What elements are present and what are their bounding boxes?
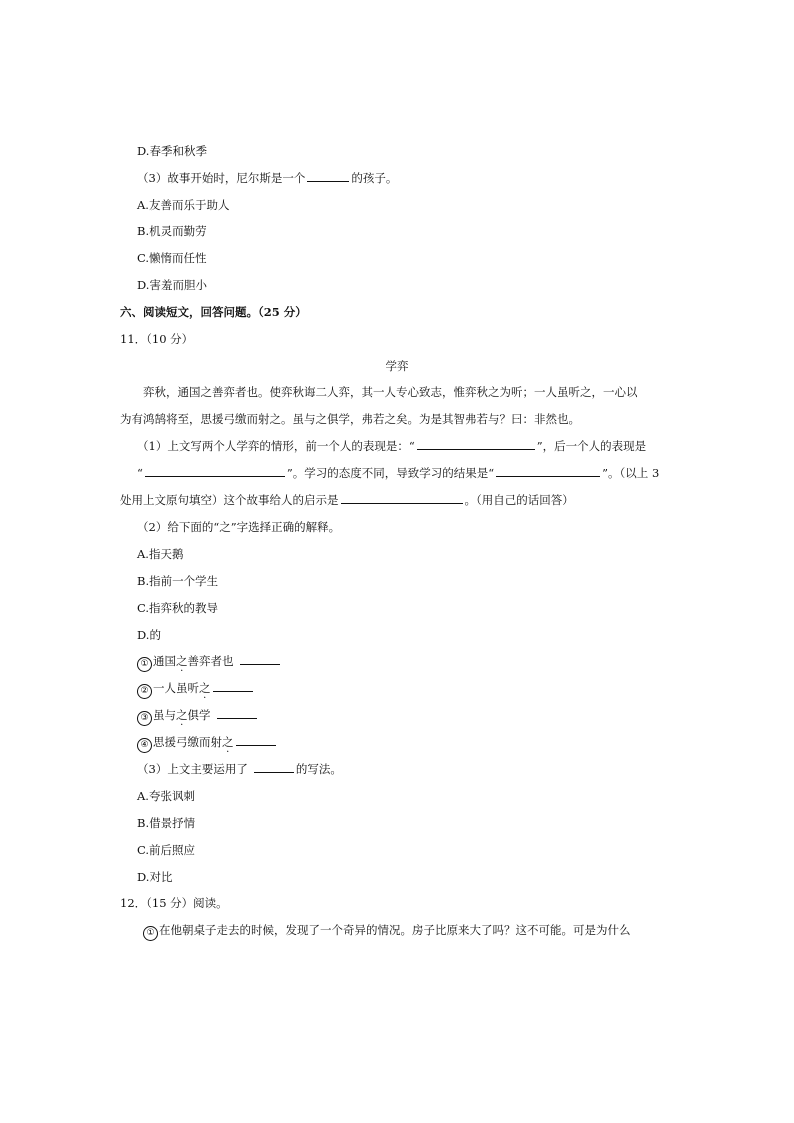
q10-option-d2: D.害羞而胆小 [137, 278, 207, 292]
q11-sub2-blank3[interactable] [217, 707, 257, 719]
q11-sub1-text-e: ”。（以上 3 [602, 466, 660, 480]
q12-paragraph-1 [143, 922, 631, 941]
q11-sub2-option-b: B.指前一个学生 [137, 574, 219, 588]
q10-sub3-num: （3） [137, 171, 168, 185]
q11-sub3-option-c: C.前后照应 [137, 843, 196, 857]
q11-header: 11．（10 分） [120, 332, 194, 346]
q11-passage-line1: 弈秋，通国之善弈者也。使弈秋诲二人弈，其一人专心致志，惟弈秋之为听；一人虽听之，一心以 [143, 385, 638, 399]
q11-sub1-blank2[interactable] [145, 465, 285, 477]
q11-sub2-blank2[interactable] [213, 680, 253, 692]
item-text-post: 善弈者也 [187, 654, 234, 668]
item-text-pre: 通国 [153, 654, 176, 668]
q11-sub3-after: 的写法。 [295, 762, 342, 776]
emphasized-char: 之 [222, 735, 234, 749]
circled-number: ① [137, 657, 152, 672]
item-text-pre: 虽与 [153, 708, 176, 722]
q11-sub2-prompt: （2）给下面的“之”字选择正确的解释。 [137, 520, 341, 534]
q11-sub3-blank[interactable] [254, 761, 294, 773]
q10-sub3 [137, 170, 397, 186]
q11-title: 学弈 [385, 359, 409, 373]
q10-option-c: C.懒惰而任性 [137, 251, 207, 265]
q11-sub3-option-b: B.借景抒情 [137, 816, 196, 830]
item-text-pre: 一人虽听 [153, 681, 199, 695]
emphasized-char: 之 [176, 654, 188, 668]
q10-sub3-after: 的孩子。 [351, 171, 398, 185]
q11-sub1-blank1[interactable] [417, 438, 535, 450]
q11-sub3-before: （3）上文主要运用了 [137, 762, 248, 776]
q11-sub2-item-1 [137, 653, 282, 672]
circled-number: ① [143, 926, 158, 941]
item-text-pre: 思援弓缴而射 [153, 735, 222, 749]
q11-sub1-text-b: ”，后一个人的表现是 [536, 439, 647, 453]
q11-sub1-text-a: （1）上文写两个人学弈的情形，前一个人的表现是：“ [137, 439, 415, 453]
q11-sub2-option-a: A.指天鹅 [137, 547, 184, 561]
q10-sub3-blank[interactable] [307, 170, 349, 182]
q11-sub2-item-2 [137, 680, 255, 699]
q11-sub1-text-f: 处用上文原句填空）这个故事给人的启示是 [120, 493, 339, 507]
q11-sub1-text-g: 。（用自己的话回答） [464, 493, 574, 507]
q12-header: 12．（15 分）阅读。 [120, 896, 228, 910]
q10-option-d: D.春季和秋季 [137, 144, 207, 158]
q11-sub2-item-4 [137, 734, 278, 753]
q11-sub2-item-3 [137, 707, 259, 726]
q11-sub2-option-c: C.指弈秋的教导 [137, 601, 219, 615]
item-text-post: 俱学 [187, 708, 211, 722]
emphasized-char: 之 [176, 708, 188, 722]
q11-sub2-option-d: D.的 [137, 628, 161, 642]
q11-sub1-line2 [137, 465, 659, 481]
q11-sub2-blank4[interactable] [236, 734, 276, 746]
section6-heading: 六、阅读短文，回答问题。（25 分） [120, 305, 307, 319]
q11-sub2-blank1[interactable] [240, 653, 280, 665]
q11-sub1-blank4[interactable] [341, 492, 463, 504]
q11-sub1-line3 [120, 492, 574, 508]
q12-paragraph-text: 在他朝桌子走去的时候，发现了一个奇异的情况。房子比原来大了吗？这不可能。可是为什么 [159, 923, 631, 937]
q11-sub1-text-d: ”。学习的态度不同，导致学习的结果是“ [286, 466, 495, 480]
q11-passage-line2: 为有鸿鹄将至，思援弓缴而射之。虽与之俱学，弗若之矣。为是其智弗若与？曰：非然也。 [120, 412, 580, 426]
q10-sub3-before: 故事开始时，尼尔斯是一个 [167, 171, 306, 185]
q11-sub1-text-c: “ [137, 466, 143, 480]
circled-number: ④ [137, 738, 152, 753]
circled-number: ② [137, 684, 152, 699]
q11-sub1-line1 [137, 438, 646, 454]
circled-number: ③ [137, 711, 152, 726]
q10-option-a: A.友善而乐于助人 [137, 198, 230, 212]
q11-sub1-blank3[interactable] [496, 465, 600, 477]
q11-sub3-option-d: D.对比 [137, 870, 173, 884]
q11-sub3-option-a: A.夸张讽刺 [137, 789, 195, 803]
q11-sub3 [137, 761, 342, 777]
emphasized-char: 之 [199, 681, 211, 695]
q10-option-b: B.机灵而勤劳 [137, 224, 207, 238]
